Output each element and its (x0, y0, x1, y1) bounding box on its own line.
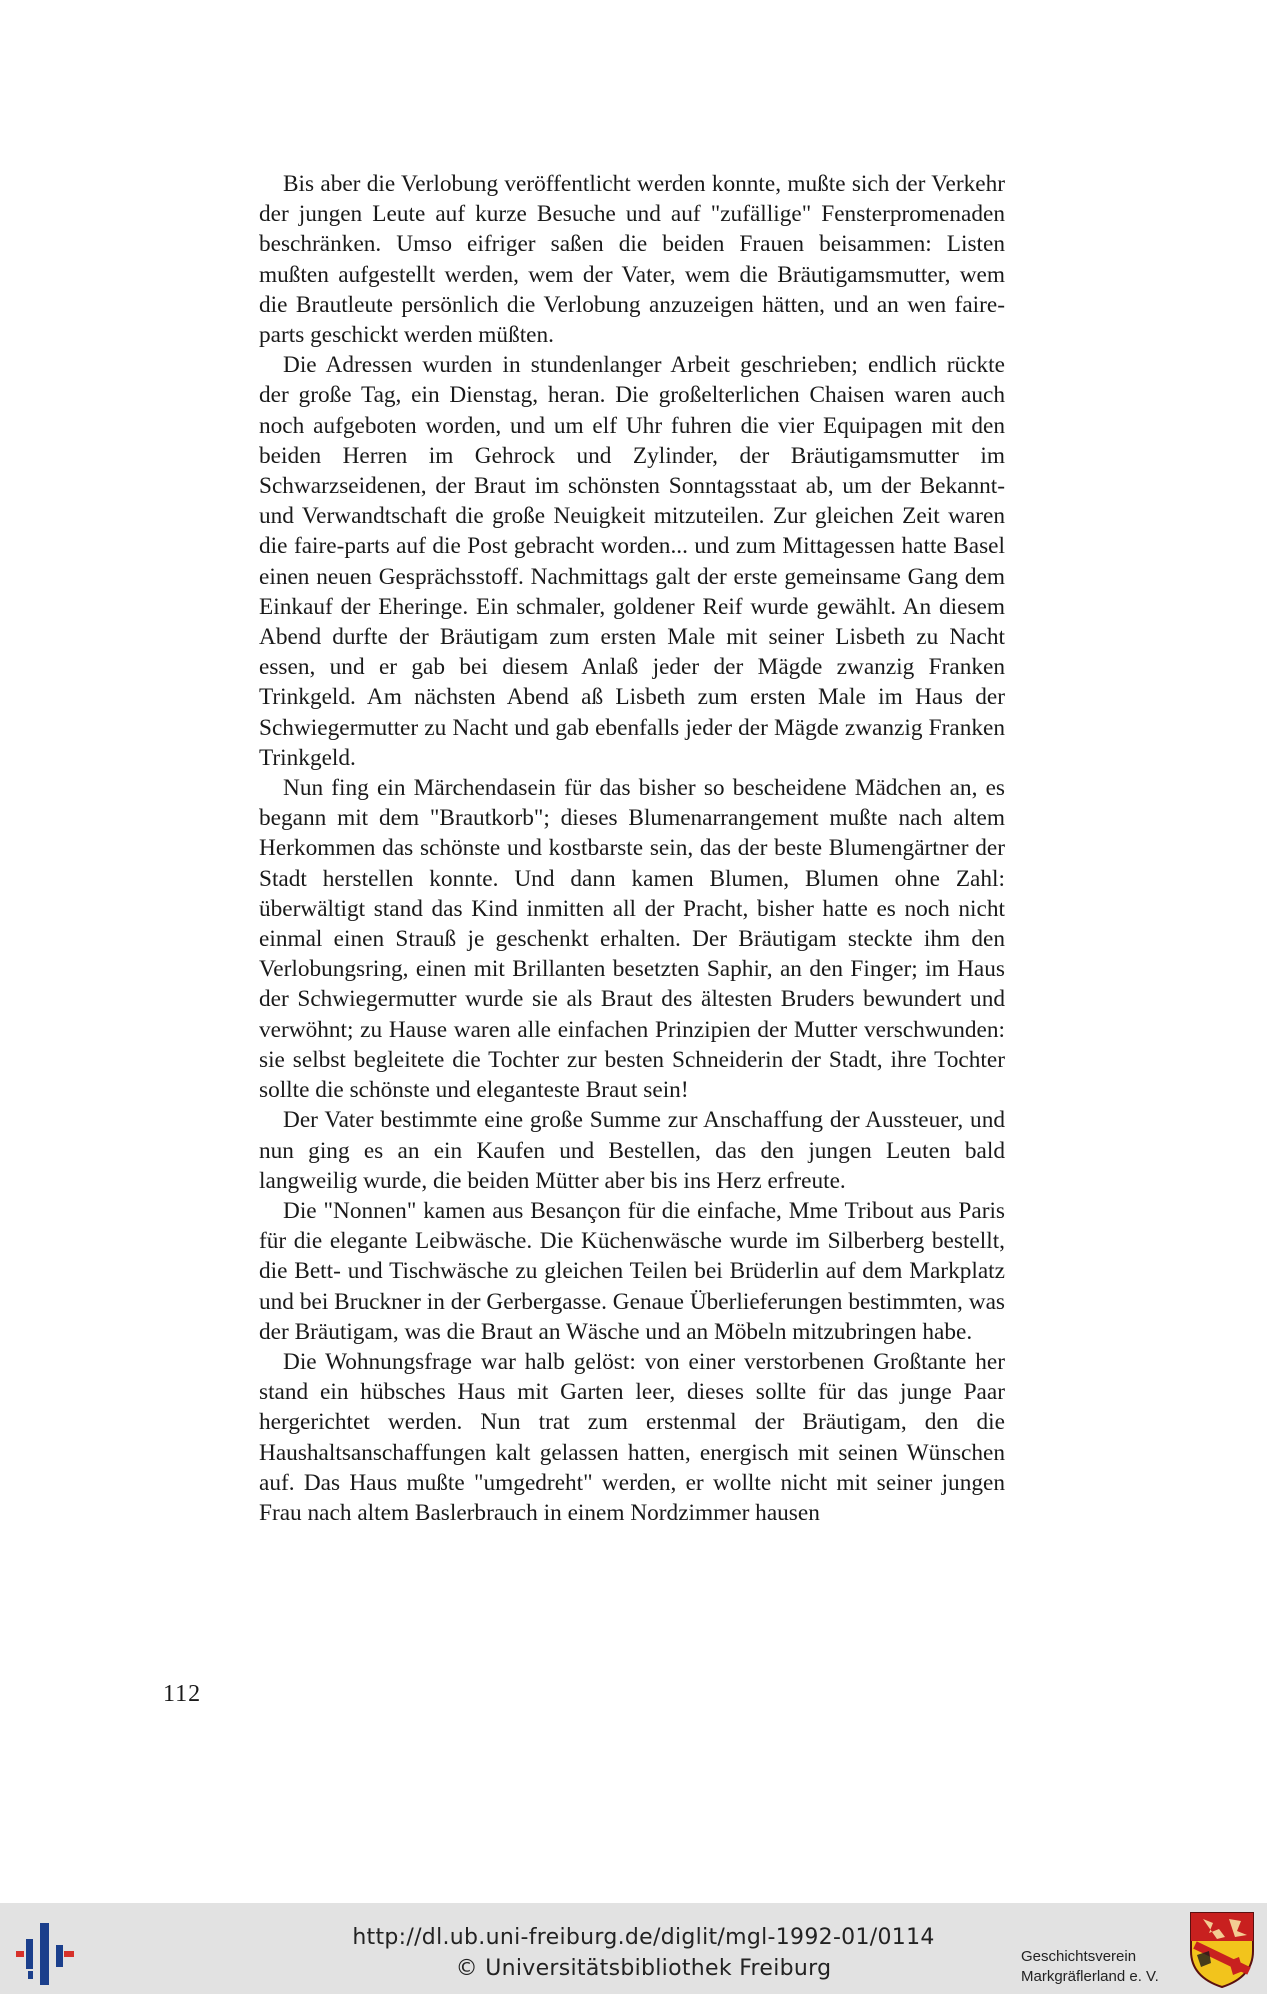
paragraph: Nun fing ein Märchendasein für das bisher so bescheidene Mädchen an, es begann mit dem "Brautkorb"; dieses Blumenarrangement mußte nach altem Herkommen das schönste und kostbarste sein, das der beste Blumengärtner der Stadt herstellen konnte. Und dann kamen Blumen, Blumen ohne Zahl: überwältigt stand das Kind inmitten all der Pracht, bisher hatte es noch nicht einmal einen Strauß je geschenkt erhalten. Der Bräutigam steckte ihm den Verlobungsring, einen mit Brillanten besetzten Saphir, an den Finger; im Haus der Schwiegermutter wurde sie als Braut des ältesten Bruders bewundert und verwöhnt; zu Hause waren alle einfachen Prinzipien der Mutter verschwunden: sie selbst begleitete die Tochter zur besten Schneiderin der Stadt, ihre Tochter sollte die schönste und eleganteste Braut sein! (259, 775, 1005, 1104)
paragraph: Die Wohnungsfrage war halb gelöst: von einer verstorbenen Großtante her stand ein hübsches Haus mit Garten leer, dieses sollte für das junge Paar hergerichtet werden. Nun trat zum erstenmal der Bräutigam, den die Haushaltsanschaffungen kalt gelassen hatten, energisch mit seinen Wünschen auf. Das Haus mußte "umgedreht" werden, er wollte nicht mit seiner jungen Frau nach altem Baslerbrauch in einem Nordzimmer hausen (259, 1348, 1005, 1526)
society-line-2: Markgräflerland e. V. (1021, 1968, 1159, 1985)
coat-of-arms-icon (1189, 1911, 1255, 1989)
paragraph: Der Vater bestimmte eine große Summe zur Anschaffung der Aussteuer, und nun ging es an ein Kaufen und Bestellen, das den jungen Leuten bald langweilig wurde, die beiden Mütter aber bis ins Herz erfreute. (259, 1107, 1005, 1194)
body-text (259, 169, 1005, 1528)
permalink-link[interactable]: http://dl.ub.uni-freiburg.de/diglit/mgl-1992-01/0114 (352, 1925, 935, 1950)
copyright-text: © Universitätsbibliothek Freiburg (455, 1956, 832, 1981)
society-name (1021, 1947, 1159, 1987)
page-number: 112 (163, 1681, 202, 1707)
paragraph: Bis aber die Verlobung veröffentlicht werden konnte, mußte sich der Verkehr der jungen Leute auf kurze Besuche und auf "zufällige" Fensterpromenaden beschränken. Umso eifriger saßen die beiden Frauen beisammen: Listen mußten aufgestellt werden, wem der Vater, wem die Bräutigamsmutter, wem die Brautleute persönlich die Verlobung anzuzeigen hätten, und an wen faire-parts geschickt werden müßten. (259, 171, 1005, 349)
society-line-1: Geschichtsverein (1021, 1948, 1137, 1965)
paragraph: Die Adressen wurden in stundenlanger Arbeit geschrieben; endlich rückte der große Tag, ein Dienstag, heran. Die großelterlichen Chaisen waren auch noch aufgeboten worden, und um elf Uhr fuhren die vier Equipagen mit den beiden Herren im Gehrock und Zylinder, der Bräutigamsmutter im Schwarzseidenen, der Braut im schönsten Sonntagsstaat ab, um der Bekannt- und Verwandtschaft die große Neuigkeit mitzuteilen. Zur gleichen Zeit waren die faire-parts auf die Post gebracht worden... und zum Mittagessen hatte Basel einen neuen Gesprächsstoff. Nachmittags galt der erste gemeinsame Gang dem Einkauf der Eheringe. Ein schmaler, goldener Reif wurde gewählt. An diesem Abend durfte der Bräutigam zum ersten Male mit seiner Lisbeth zu Nacht essen, und er gab bei diesem Anlaß jeder der Mägde zwanzig Franken Trinkgeld. Am nächsten Abend aß Lisbeth zum ersten Male im Haus der Schwiegermutter zu Nacht und gab ebenfalls jeder der Mägde zwanzig Franken Trinkgeld. (259, 352, 1005, 771)
paragraph: Die "Nonnen" kamen aus Besançon für die einfache, Mme Tribout aus Paris für die elegante Leibwäsche. Die Küchenwäsche wurde im Silberberg bestellt, die Bett- und Tischwäsche zu gleichen Teilen bei Brüderlin auf dem Markplatz und bei Bruckner in der Gerbergasse. Genaue Überlieferungen bestimmten, was der Bräutigam, was die Braut an Wäsche und an Möbeln mitzubringen habe. (259, 1197, 1005, 1345)
viewer-footer (0, 1903, 1267, 1994)
